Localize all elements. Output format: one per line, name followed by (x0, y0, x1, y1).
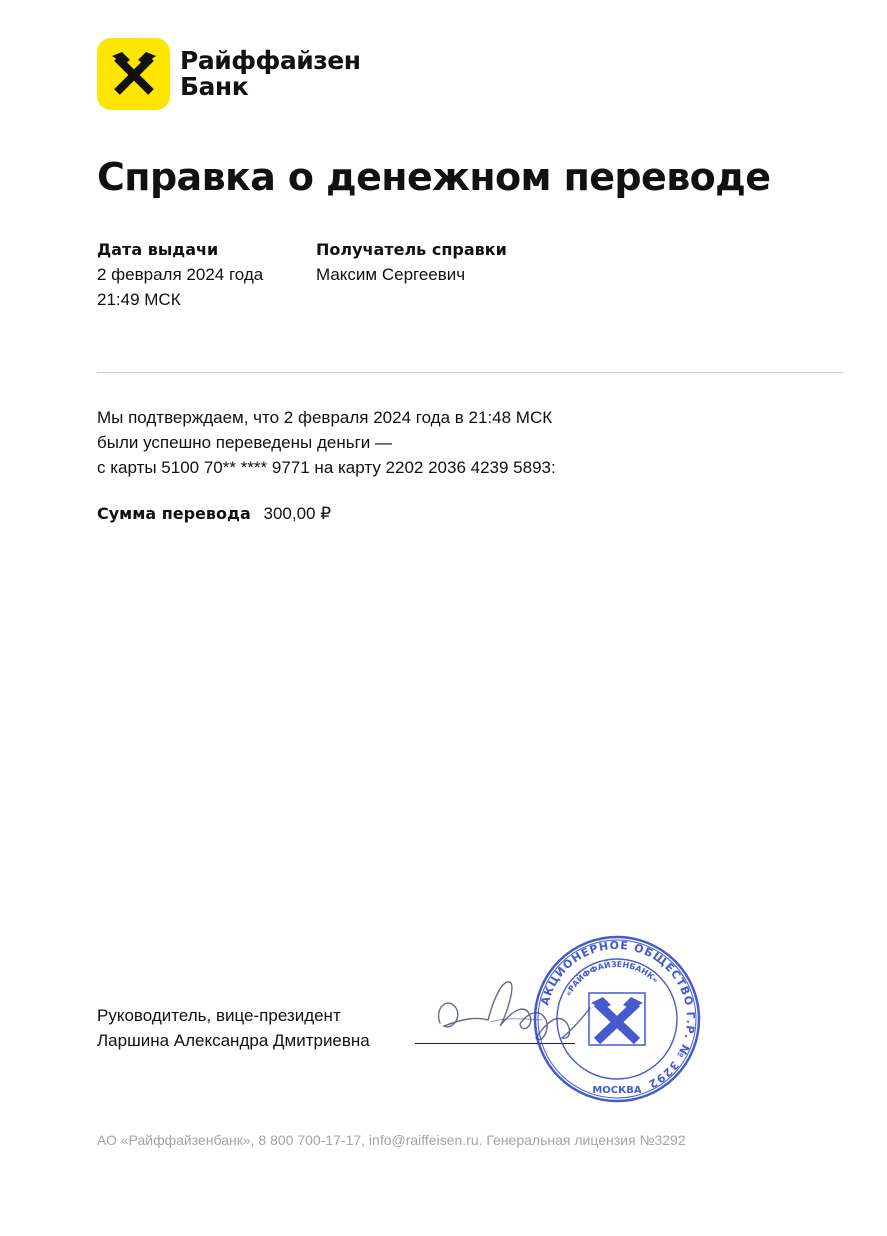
recipient-label: Получатель справки (316, 240, 507, 259)
bank-logo (97, 38, 360, 110)
page-title: Справка о денежном переводе (97, 155, 771, 199)
confirmation-line-3: с карты 5100 70** **** 9771 на карту 2202 2036 4239 5893: (97, 458, 556, 477)
stamp-city: МОСКВА (592, 1085, 642, 1096)
issue-date-value: 2 февраля 2024 года (97, 265, 264, 284)
recipient-name: Максим Сергеевич (316, 265, 466, 284)
issue-date-block (97, 237, 263, 312)
confirmation-line-1: Мы подтверждаем, что 2 февраля 2024 года в 21:48 МСК (97, 408, 553, 427)
recipient-block (316, 237, 507, 287)
raiffeisen-gables-icon (97, 38, 170, 110)
bank-seal-stamp (533, 935, 701, 1103)
amount-label: Сумма перевода (97, 504, 251, 523)
issue-date-label: Дата выдачи (97, 240, 219, 259)
stamp-outer-text: АКЦИОНЕРНОЕ ОБЩЕСТВО Г.Р. № 3292 (538, 938, 698, 1092)
signatory-position: Руководитель, вице-президент (97, 1006, 341, 1025)
footer-legal-info: АО «Райффайзенбанк», 8 800 700-17-17, info@raiffeisen.ru. Генеральная лицензия №3292 (97, 1132, 686, 1148)
stamp-inner-text: «РАЙФФАЙЗЕНБАНК» (563, 959, 660, 998)
confirmation-line-2: были успешно переведены деньги — (97, 433, 393, 452)
stamp-gables-icon (589, 993, 645, 1045)
confirmation-text (97, 405, 556, 480)
brand-name-line2: Банк (180, 72, 249, 101)
transfer-amount (97, 501, 331, 526)
brand-name-line1: Райффайзен (180, 46, 361, 75)
signatory-name: Ларшина Александра Дмитриевна (97, 1031, 370, 1050)
section-divider (97, 372, 843, 373)
amount-value: 300,00 ₽ (263, 504, 332, 523)
signatory-block (97, 1003, 370, 1053)
brand-name (180, 48, 360, 100)
issue-time-value: 21:49 МСК (97, 290, 181, 309)
